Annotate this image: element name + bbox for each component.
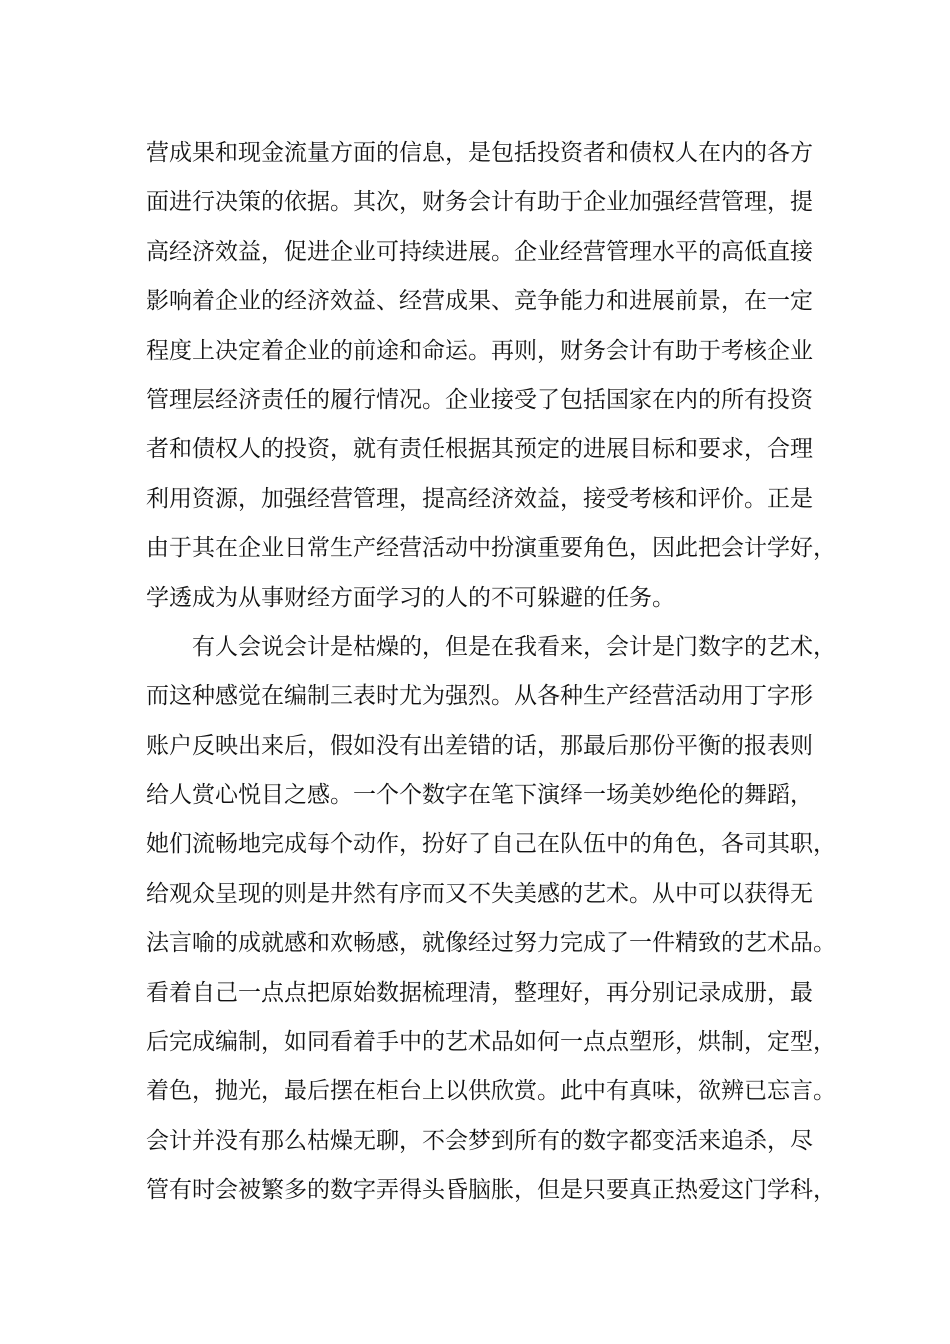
text-line: 程度上决定着企业的前途和命运。再则，财务会计有助于考核企业 xyxy=(146,337,813,364)
text-line: 法言喻的成就感和欢畅感，就像经过努力完成了一件精致的艺术品。 xyxy=(146,930,836,957)
text-line: 管理层经济责任的履行情况。企业接受了包括国家在内的所有投资 xyxy=(146,386,813,413)
text-line: 管有时会被繁多的数字弄得头昏脑胀，但是只要真正热爱这门学科， xyxy=(146,1177,836,1204)
paragraph-1 xyxy=(146,129,836,623)
text-line: 后完成编制，如同看着手中的艺术品如何一点点塑形，烘制，定型， xyxy=(146,1029,836,1056)
text-line: 账户反映出来后，假如没有出差错的话，那最后那份平衡的报表则 xyxy=(146,732,813,759)
text-line: 给观众呈现的则是井然有序而又不失美感的艺术。从中可以获得无 xyxy=(146,880,813,907)
text-line: 营成果和现金流量方面的信息，是包括投资者和债权人在内的各方 xyxy=(146,140,813,166)
text-line: 会计并没有那么枯燥无聊，不会梦到所有的数字都变活来追杀，尽 xyxy=(146,1127,813,1154)
text-line: 有人会说会计是枯燥的，但是在我看来，会计是门数字的艺术， xyxy=(192,633,836,660)
paragraph-2 xyxy=(146,623,836,1216)
text-line: 影响着企业的经济效益、经营成果、竞争能力和进展前景，在一定 xyxy=(146,288,813,315)
text-line: 者和债权人的投资，就有责任根据其预定的进展目标和要求，合理 xyxy=(146,436,813,463)
text-line: 给人赏心悦目之感。一个个数字在笔下演绎一场美妙绝伦的舞蹈， xyxy=(146,782,813,809)
text-line: 学透成为从事财经方面学习的人的不可躲避的任务。 xyxy=(146,584,675,611)
text-line: 高经济效益，促进企业可持续进展。企业经营管理水平的高低直接 xyxy=(146,238,813,265)
text-line: 面进行决策的依据。其次，财务会计有助于企业加强经营管理，提 xyxy=(146,189,813,216)
text-line: 着色，抛光，最后摆在柜台上以供欣赏。此中有真味，欲辨已忘言。 xyxy=(146,1078,836,1105)
text-line: 看着自己一点点把原始数据梳理清，整理好，再分别记录成册，最 xyxy=(146,979,813,1006)
text-line: 利用资源，加强经营管理，提高经济效益，接受考核和评价。正是 xyxy=(146,485,813,512)
text-line: 而这种感觉在编制三表时尤为强烈。从各种生产经营活动用丁字形 xyxy=(146,683,813,710)
text-line: 她们流畅地完成每个动作，扮好了自己在队伍中的角色，各司其职， xyxy=(146,831,836,858)
body-text xyxy=(146,129,836,1216)
text-line: 由于其在企业日常生产经营活动中扮演重要角色，因此把会计学好， xyxy=(146,535,836,562)
